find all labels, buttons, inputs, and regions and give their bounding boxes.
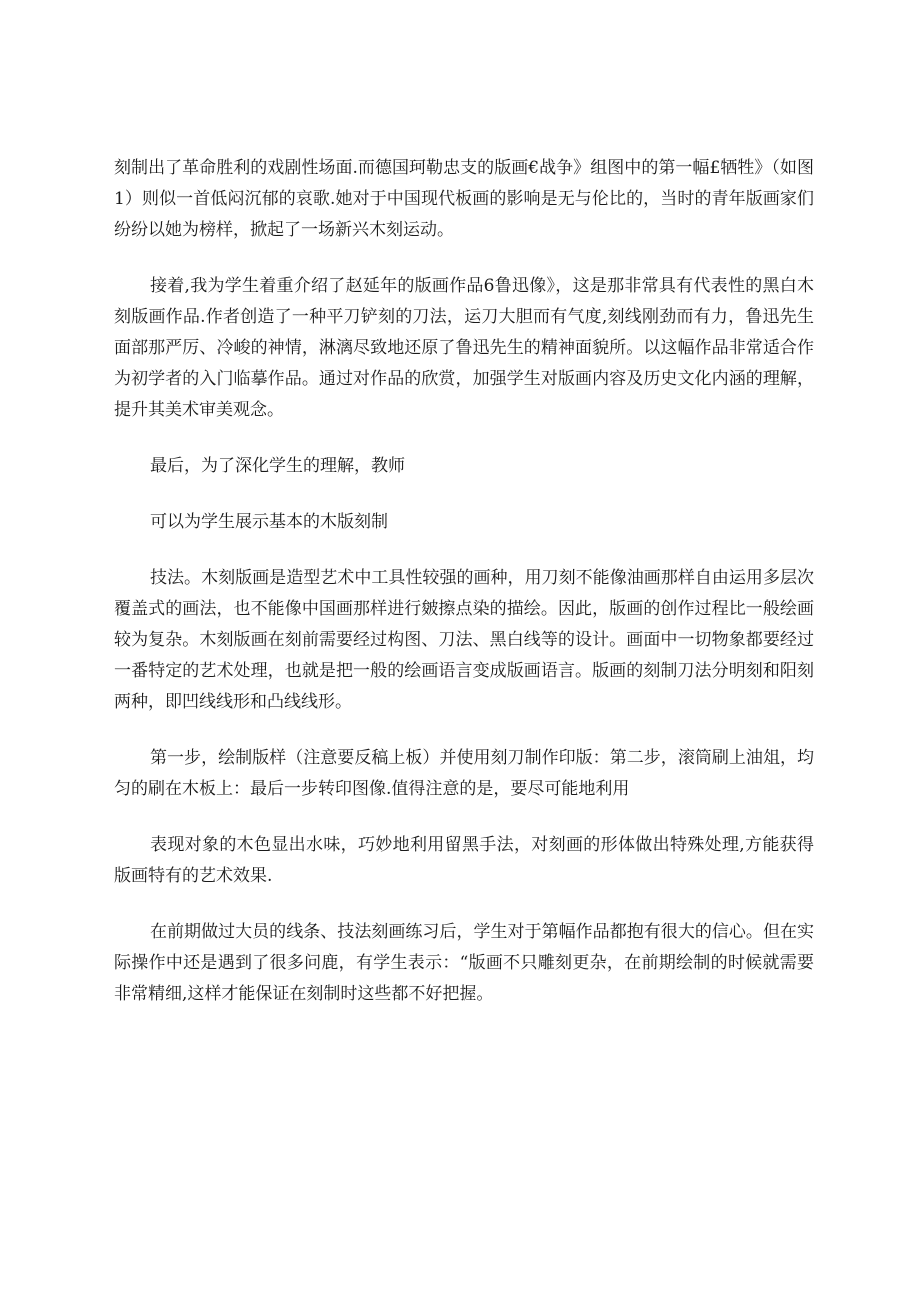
paragraph-3: 最后，为了深化学生的理解，教师 [150, 456, 405, 476]
paragraph-4: 可以为学生展示基本的木版刻制 [150, 512, 388, 532]
document-body [114, 153, 814, 1010]
paragraph-1: 刻制出了革命胜利的戏剧性场面.而德国珂勒忠支的版画€战争》组图中的第一幅£牺牲》（如图1）则似一首低闷沉郁的哀歌.她对于中国现代板画的影响是无与伦比的，当时的青年版画家们纷纷以她为榜样，掀起了一场新兴木刻运动。 [114, 158, 814, 240]
paragraph-5: 技法。木刻版画是造型艺术中工具性较强的画种，用刀刻不能像油画那样自由运用多层次覆盖式的画法，也不能像中国画那样进行皴擦点染的描绘。因此，版画的创作过程比一般绘画较为复杂。木刻版画在刻前需要经过构图、刀法、黑白线等的设计。画面中一切物象都要经过一番特定的艺术处理，也就是把一般的绘画语言变成版画语言。版画的刻制刀法分明刻和阳刻两种，即凹线线形和凸线线形。 [114, 568, 814, 712]
paragraph-7: 表现对象的木色显出水味，巧妙地利用留黑手法，对刻画的形体做出特殊处理,方能获得版画特有的艺术效果. [114, 835, 814, 886]
paragraph-2: 接着,我为学生着重介绍了赵延年的版画作品6鲁迅像》，这是那非常具有代表性的黑白木刻版画作品.作者创造了一种平刀铲刻的刀法，运刀大胆而有气度,刻线刚劲而有力，鲁迅先生面部那严厉、冷峻的神情，淋漓尽致地还原了鲁迅先生的精神面貌所。以这幅作品非常适合作为初学者的入门临摹作品。通过对作品的欣赏，加强学生对版画内容及历史文化内涵的理解，提升其美术审美观念。 [114, 276, 814, 420]
paragraph-6: 第一步，绘制版样（注意要反稿上板）并使用刻刀制作印版：第二步，滚筒刷上油俎，均匀的刷在木板上：最后一步转印图像.值得注意的是，要尽可能地利用 [114, 748, 814, 799]
paragraph-8: 在前期做过大员的线条、技法刻画练习后，学生对于第幅作品都抱有很大的信心。但在实际操作中还是遇到了很多问鹿，有学生表示：“版画不只雕刻更杂，在前期绘制的时候就需要非常精细,这样才能保证在刻制时这些都不好把握。 [114, 922, 814, 1004]
